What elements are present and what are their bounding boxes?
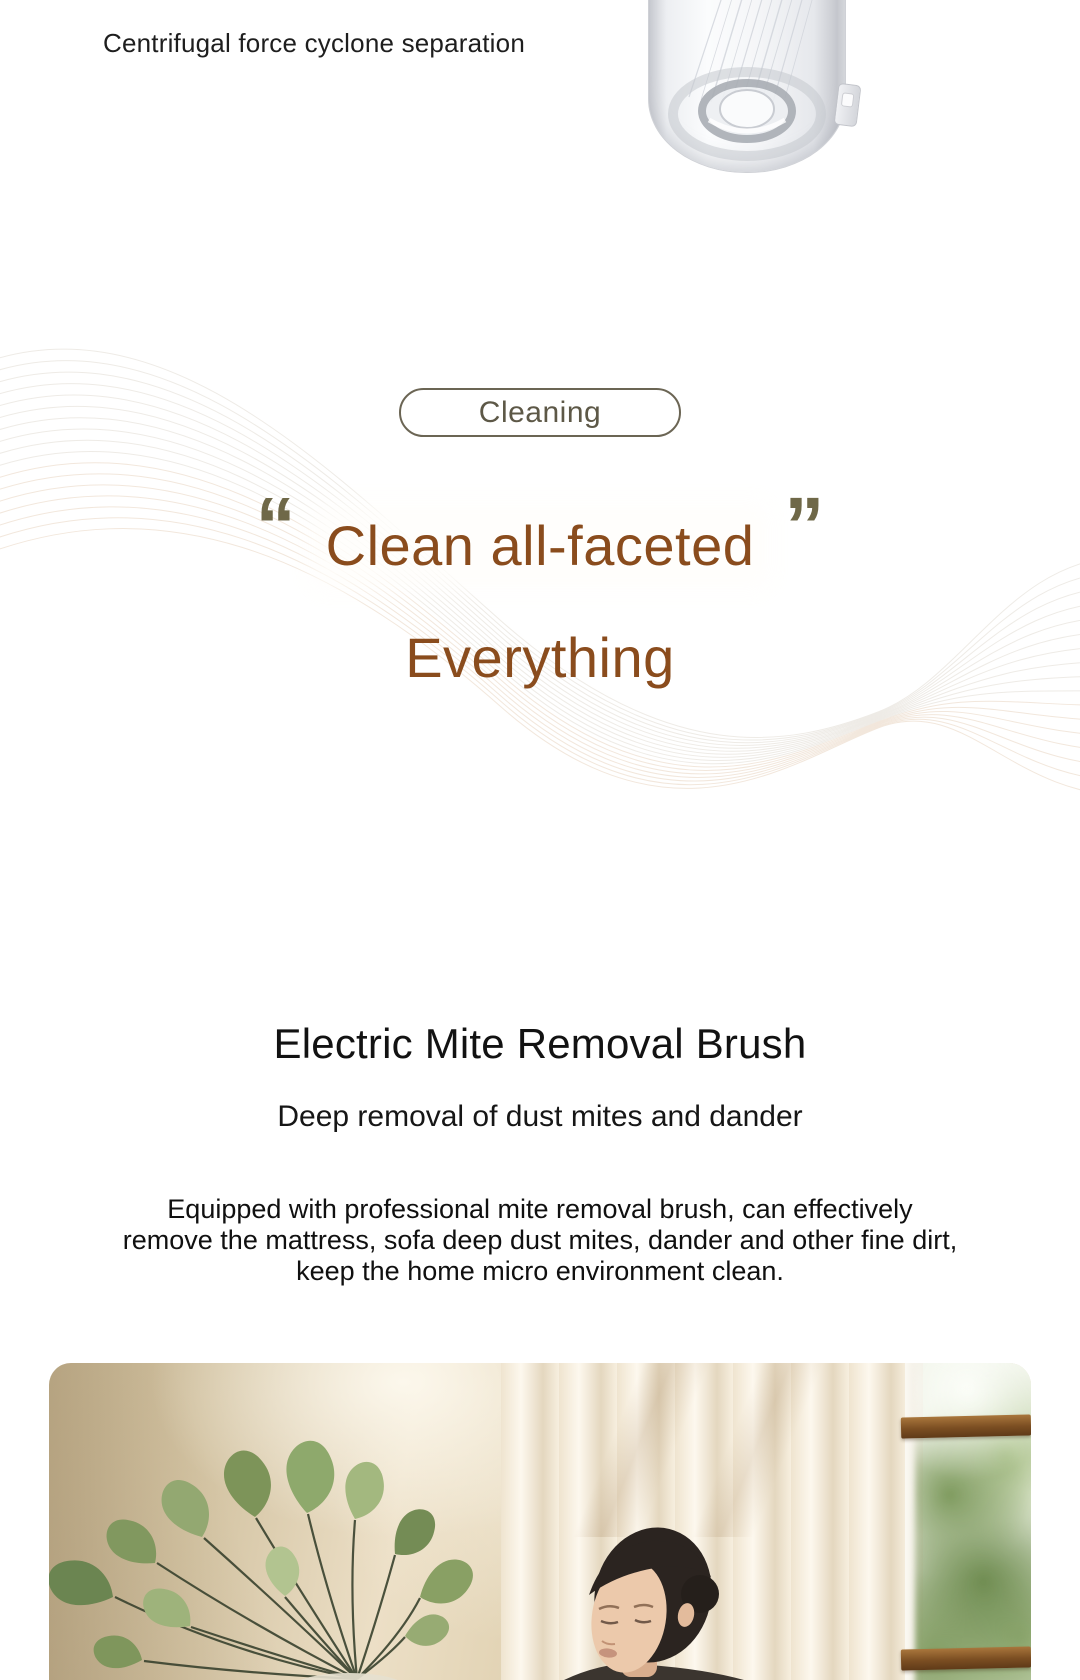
open-quote-mark: “ bbox=[255, 481, 296, 570]
section-body bbox=[90, 1194, 990, 1287]
body-line: keep the home micro environment clean. bbox=[296, 1256, 784, 1286]
dust-cup-detail bbox=[649, 0, 845, 172]
close-quote-mark: ” bbox=[784, 481, 825, 570]
dust-cup-latch bbox=[834, 83, 862, 127]
section-title: Electric Mite Removal Brush bbox=[273, 1020, 807, 1067]
quote-text: Clean all-faceted bbox=[325, 514, 755, 577]
lifestyle-photo bbox=[49, 1363, 1031, 1680]
body-line: Equipped with professional mite removal brush, can effectively bbox=[167, 1194, 913, 1224]
quote-line-2: Everything bbox=[405, 626, 675, 689]
dust-cup-product-image bbox=[648, 0, 846, 173]
body-line: remove the mattress, sofa deep dust mites, dander and other fine dirt, bbox=[122, 1225, 958, 1255]
potted-plant bbox=[49, 1363, 1031, 1680]
section-subtitle: Deep removal of dust mites and dander bbox=[277, 1100, 803, 1133]
quote-line-1 bbox=[0, 481, 1080, 577]
feature-caption: Centrifugal force cyclone separation bbox=[103, 28, 525, 58]
cleaning-badge-label: Cleaning bbox=[478, 395, 602, 429]
cleaning-badge bbox=[399, 388, 681, 437]
